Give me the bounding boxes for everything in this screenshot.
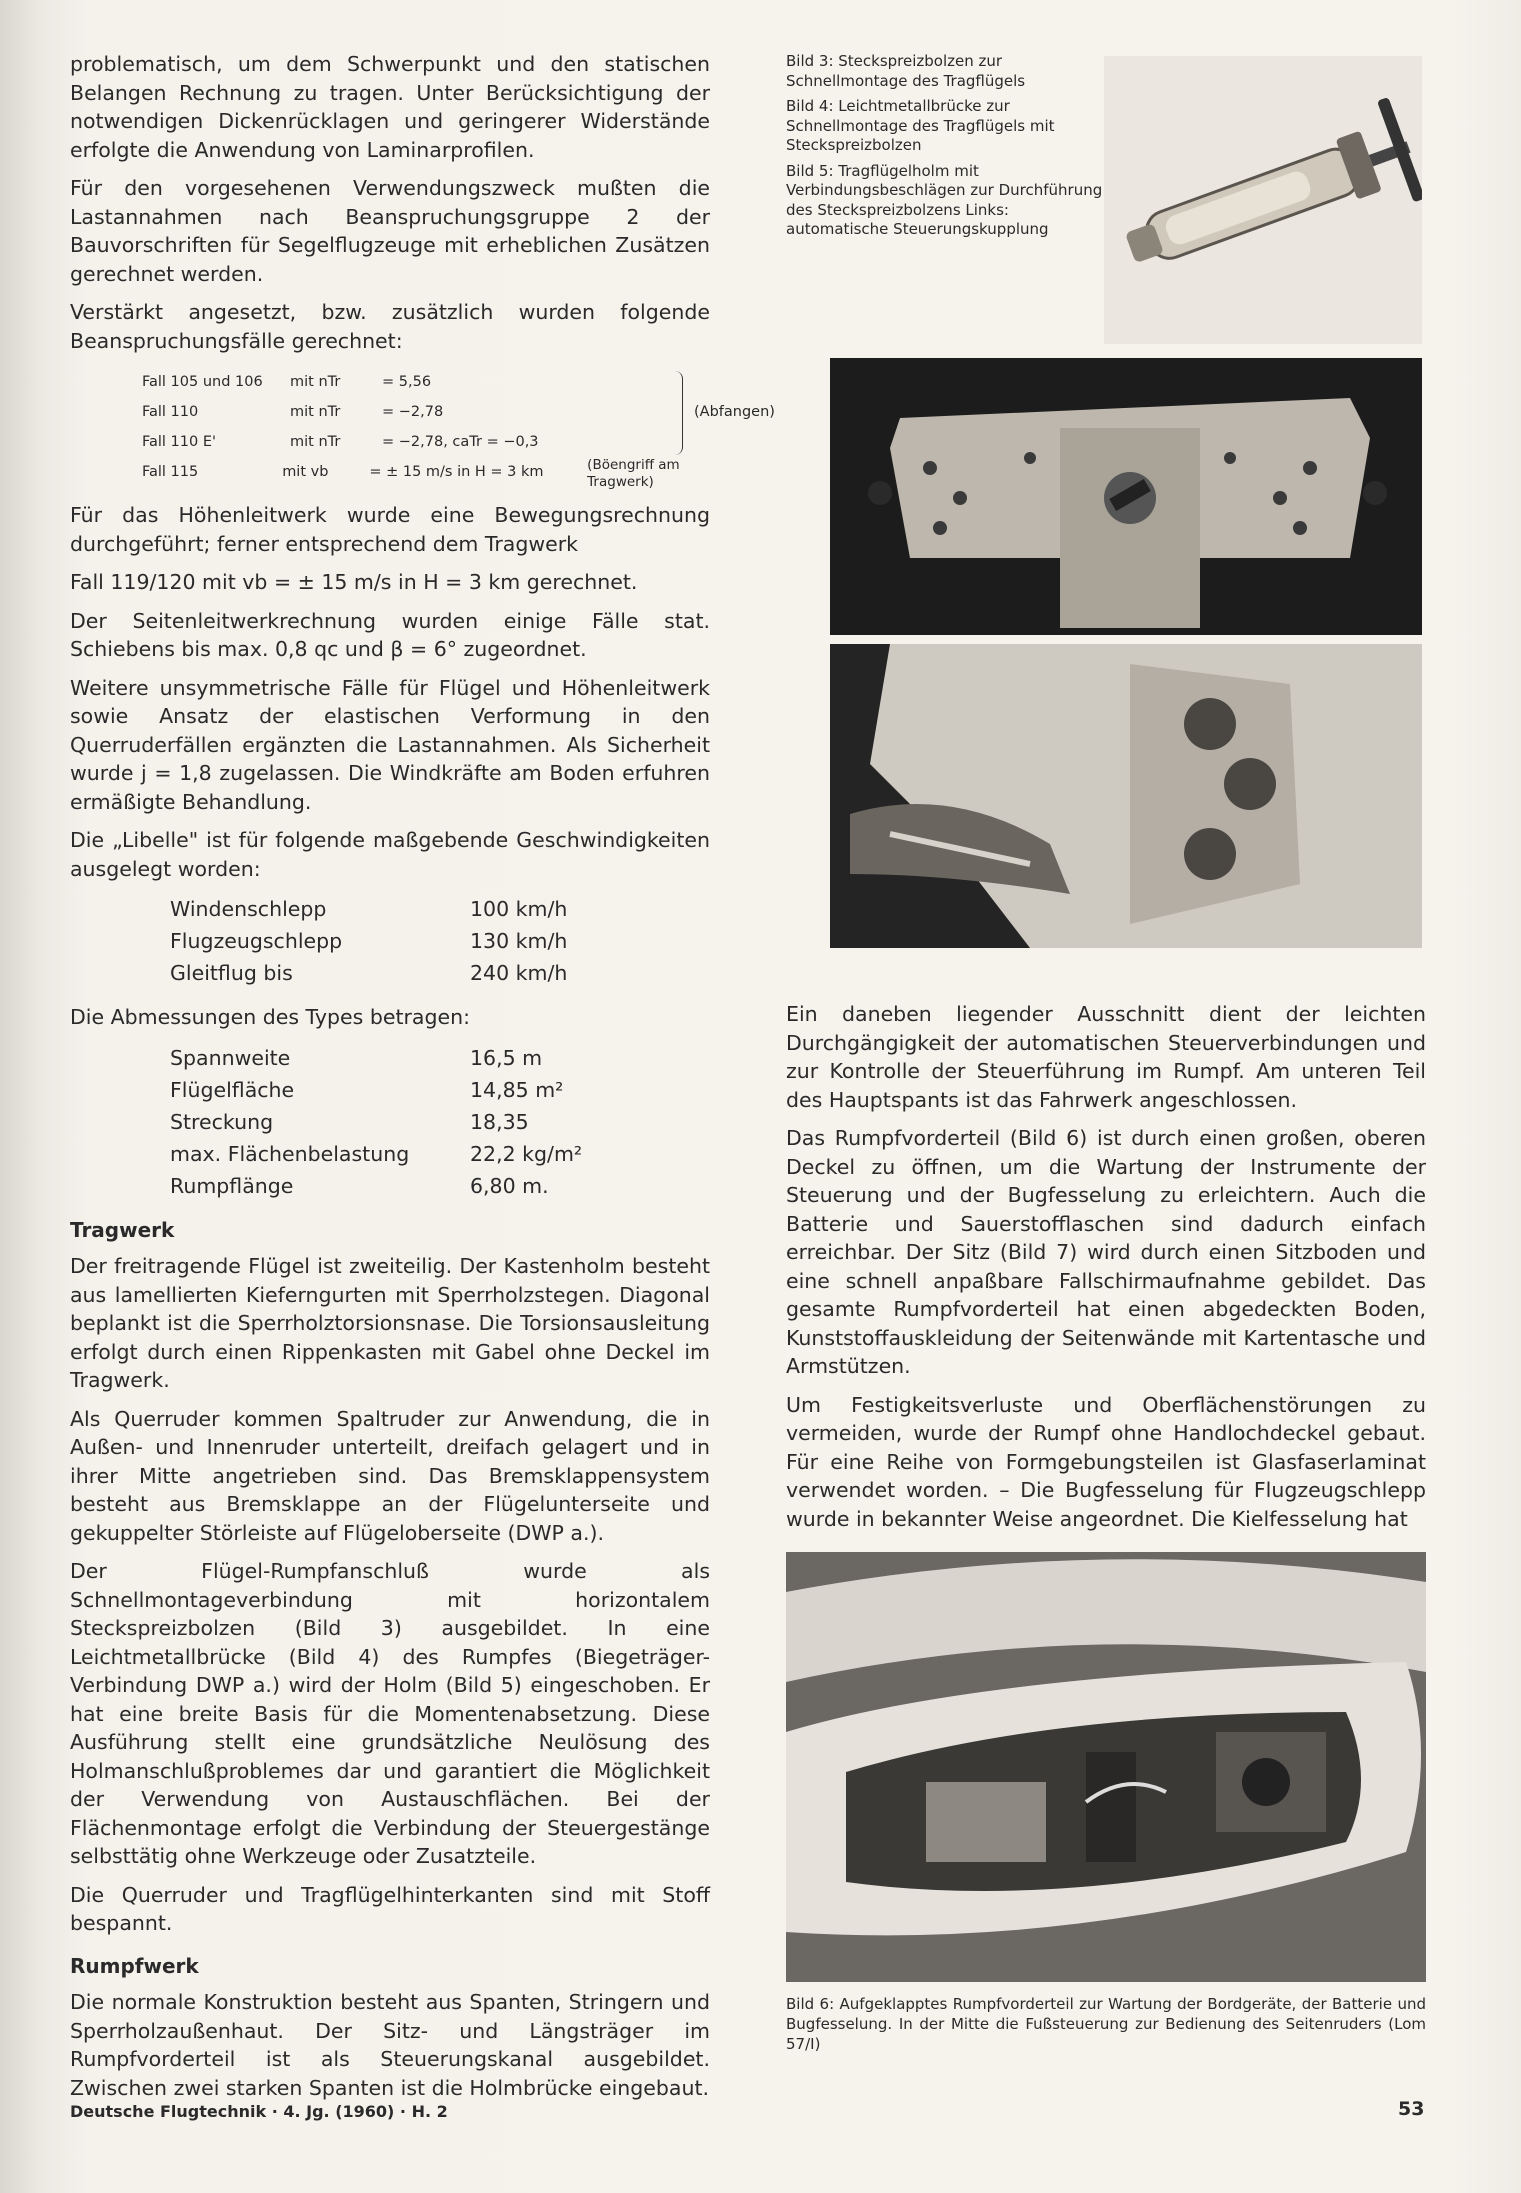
dimension-value: 22,2 kg/m²: [470, 1141, 583, 1166]
photo-bild-3-bolt: [1104, 56, 1422, 344]
paragraph: Für das Höhenleitwerk wurde eine Bewegungsrechnung durchgeführt; ferner entsprechend dem Tragwerk: [70, 503, 710, 556]
paragraph: Der freitragende Flügel ist zweiteilig. Der Kastenholm besteht aus lamellierten Kieferngurten mit Sperrholzstegen. Diagonal beplankt ist die Sperrholztorsionsnase. Die Torsionsausleitung erfolgt durch einen Rippenkasten mit Gabel ohne Deckel im Tragwerk.: [70, 1254, 710, 1392]
paragraph: Die Querruder und Tragflügelhinterkanten sind mit Stoff bespannt.: [70, 1882, 710, 1935]
paragraph: Als Querruder kommen Spaltruder zur Anwendung, die in Außen- und Innenruder unterteilt, dreifach gelagert und in ihrer Mitte angetrieben sind. Das Bremsklappensystem besteht aus Bremsklappe an der Flügelunterseite und gekuppelter Störleiste auf Flügeloberseite (DWP a.).: [70, 1406, 710, 1545]
photo-bild-5-spar: [830, 644, 1422, 948]
paragraph: problematisch, um dem Schwerpunkt und den statischen Belangen Rechnung zu tragen. Unter Berücksichtigung der notwendigen Dickenrücklagen und geringerer Widerstände erfolgte die Anwendung von Laminarprofilen.: [70, 52, 710, 162]
dimension-label: max. Flächenbelastung: [170, 1141, 410, 1166]
load-case-row: [142, 427, 742, 457]
dimension-row: [170, 1170, 710, 1202]
speed-table: [170, 893, 710, 989]
footer-journal: Deutsche Flugtechnik · 4. Jg. (1960) · H. 2: [70, 2102, 448, 2121]
caption-bild-3: Bild 3: Steckspreizbolzen zur Schnellmontage des Tragflügels: [786, 52, 1026, 90]
caption-bild-6: Bild 6: Aufgeklapptes Rumpfvorderteil zur Wartung der Bordgeräte, der Batterie und Bugfesselung. In der Mitte die Fußsteuerung zur Bedienung des Seitenruders (Lom 57/I): [786, 1995, 1426, 2053]
speed-value: 100 km/h: [470, 897, 568, 921]
case-name: Fall 115: [142, 464, 199, 480]
brace: [672, 371, 683, 455]
right-column: [786, 1000, 1426, 1543]
paragraph: Um Festigkeitsverluste und Oberflächenstörungen zu vermeiden, wurde der Rumpf ohne Handlochdeckel gebaut. Für eine Reihe von Formgebungsteilen ist Glasfaserlaminat verwendet worden. – Die Bugfesselung für Flugzeugschlepp wurde in bekannter Weise angeordnet. Die Kielfesselung hat: [786, 1392, 1426, 1531]
dimension-value: 16,5 m: [470, 1045, 543, 1070]
speed-label: Gleitflug bis: [170, 961, 293, 985]
dimension-row: [170, 1106, 710, 1138]
load-case-row: [142, 367, 742, 397]
section-heading-rumpfwerk: Rumpfwerk: [70, 1953, 199, 1978]
case-note: (Böengriff am Tragwerk): [587, 457, 680, 490]
case-value: = ± 15 m/s in H = 3 km: [369, 464, 544, 480]
case-name: Fall 110: [142, 404, 199, 420]
case-name: Fall 110 E': [142, 434, 216, 450]
dimension-label: Flügelfläche: [170, 1077, 295, 1102]
paragraph: Der Flügel-Rumpfanschluß wurde als Schnellmontageverbindung mit horizontalem Steckspreizbolzen (Bild 3) ausgebildet. In eine Leichtmetallbrücke (Bild 4) des Rumpfes (Biegeträger-Verbindung DWP a.) wird der Holm (Bild 5) eingeschoben. Er hat eine breite Basis für die Momentenabsetzung. Diese Ausführung stellt eine grundsätzliche Neulösung des Holmanschlußproblemes dar und garantiert die Möglichkeit der Verwendung von Austauschflächen. Bei der Flächenmontage erfolgt die Verbindung der Steuergestänge selbsttätig ohne Werkzeuge oder Zusatzteile.: [70, 1559, 710, 1868]
dimensions-table: [170, 1042, 710, 1202]
dimension-label: Spannweite: [170, 1045, 291, 1070]
case-value: = 5,56: [382, 374, 432, 390]
case-factor: mit vb: [282, 464, 329, 480]
left-column: [70, 50, 775, 2112]
case-factor: mit nTr: [290, 434, 341, 450]
paragraph: Die Abmessungen des Types betragen:: [70, 1005, 470, 1029]
paragraph: Der Seitenleitwerkrechnung wurden einige Fälle stat. Schiebens bis max. 0,8 qc und β = 6° zugeordnet.: [70, 608, 710, 661]
brace-label: (Abfangen): [694, 404, 775, 420]
dimension-label: Rumpflänge: [170, 1173, 294, 1198]
caption-bild-5: Bild 5: Tragflügelholm mit Verbindungsbeschlägen zur Durchführung des Steckspreizbolzens Links: automatische Steuerungskupplung: [786, 161, 1103, 238]
page-number: 53: [1398, 2098, 1425, 2120]
dimension-row: [170, 1042, 710, 1074]
speed-row: [170, 893, 710, 925]
speed-row: [170, 925, 710, 957]
dimension-value: 18,35: [470, 1109, 529, 1134]
paragraph: Für den vorgesehenen Verwendungszweck mußten die Lastannahmen nach Beanspruchungsgruppe 2 der Bauvorschriften für Segelflugzeuge mit erheblichen Zusätzen gerechnet werden.: [70, 176, 710, 286]
paragraph: Fall 119/120 mit vb = ± 15 m/s in H = 3 km gerechnet.: [70, 570, 638, 594]
dimension-value: 14,85 m²: [470, 1077, 564, 1102]
case-value: = −2,78, caTr = −0,3: [382, 434, 539, 450]
paragraph: Die „Libelle" ist für folgende maßgebende Geschwindigkeiten ausgelegt worden:: [70, 828, 710, 881]
case-factor: mit nTr: [290, 374, 341, 390]
speed-label: Flugzeugschlepp: [170, 929, 343, 953]
dimension-value: 6,80 m.: [470, 1173, 549, 1198]
speed-row: [170, 957, 710, 989]
paragraph: Die normale Konstruktion besteht aus Spanten, Stringern und Sperrholzaußenhaut. Der Sitz- und Längsträger im Rumpfvorderteil ist als Steuerungskanal ausgebildet. Zwischen zwei starken Spanten ist die Holmbrücke eingebaut.: [70, 1990, 710, 2100]
caption-bild-4: Bild 4: Leichtmetallbrücke zur Schnellmontage des Tragflügels mit Steckspreizbolzen: [786, 97, 1055, 154]
paragraph: Verstärkt angesetzt, bzw. zusätzlich wurden folgende Beanspruchungsfälle gerechnet:: [70, 300, 710, 353]
section-heading-tragwerk: Tragwerk: [70, 1217, 175, 1242]
case-factor: mit nTr: [290, 404, 341, 420]
speed-value: 240 km/h: [470, 961, 568, 985]
paragraph: Weitere unsymmetrische Fälle für Flügel und Höhenleitwerk sowie Ansatz der elastischen Verformung in den Querruderfällen ergänzten die Lastannahmen. Als Sicherheit wurde j = 1,8 zugelassen. Die Windkräfte am Boden erfuhren ermäßigte Behandlung.: [70, 675, 710, 814]
figure-captions: [786, 52, 1106, 246]
case-value: = −2,78: [382, 404, 444, 420]
photo-bild-4-bridge: [830, 358, 1422, 635]
case-name: Fall 105 und 106: [142, 374, 263, 390]
load-case-row: [142, 457, 742, 491]
paragraph: Das Rumpfvorderteil (Bild 6) ist durch einen großen, oberen Deckel zu öffnen, um die Wartung der Instrumente der Steuerung und der Bugfesselung zu erleichtern. Auch die Batterie und Sauerstofflaschen sind dadurch einfach erreichbar. Der Sitz (Bild 7) wird durch einen Sitzboden und eine schnell anpaßbare Fallschirmaufnahme gebildet. Das gesamte Rumpfvorderteil hat einen abgedeckten Boden, Kunststoffauskleidung der Seitenwände mit Kartentasche und Armstützen.: [786, 1126, 1426, 1378]
paragraph: Ein daneben liegender Ausschnitt dient der leichten Durchgängigkeit der automatischen Steuerverbindungen und zur Kontrolle der Steuerführung im Rumpf. Am unteren Teil des Hauptspants ist das Fahrwerk angeschlossen.: [786, 1002, 1426, 1112]
load-cases: [142, 367, 775, 491]
dimension-row: [170, 1074, 710, 1106]
speed-value: 130 km/h: [470, 929, 568, 953]
dimension-row: [170, 1138, 710, 1170]
dimension-label: Streckung: [170, 1109, 274, 1134]
load-case-row: [142, 397, 742, 427]
photo-bild-6-fuselage: [786, 1552, 1426, 1982]
speed-label: Windenschlepp: [170, 897, 327, 921]
